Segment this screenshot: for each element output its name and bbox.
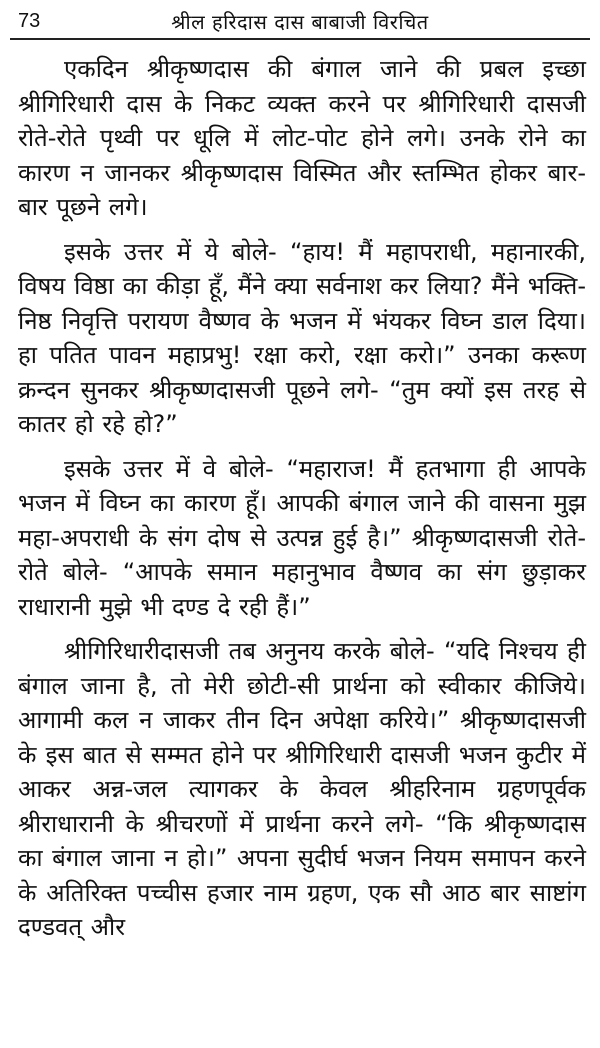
body-text xyxy=(18,52,586,955)
paragraph-2: इसके उत्तर में ये बोले- “हाय! मैं महापराधी, महानारकी, विषय विष्ठा का कीड़ा हूँ, मैंने क्या सर्वनाश कर लिया? मैंने भक्ति-निष्ठ निवृत्ति परायण वैष्णव के भजन में भंयकर विघ्न डाल दिया। हा पतित पावन महाप्रभु! रक्षा करो, रक्षा करो।” उनका करूण क्रन्दन सुनकर श्रीकृष्णदासजी पूछने लगे- “तुम क्यों इस तरह से कातर हो रहे हो?” xyxy=(18,237,586,438)
page-header xyxy=(10,4,590,40)
running-title: श्रील हरिदास दास बाबाजी विरचित xyxy=(171,10,429,34)
paragraph-1: एकदिन श्रीकृष्णदास की बंगाल जाने की प्रबल इच्छा श्रीगिरिधारी दास के निकट व्यक्त करने पर श्रीगिरिधारी दासजी रोते-रोते पृथ्वी पर धूलि में लोट-पोट होने लगे। उनके रोने का कारण न जानकर श्रीकृष्णदास विस्मित और स्तम्भित होकर बार-बार पूछने लगे। xyxy=(18,55,586,221)
paragraph-4: श्रीगिरिधारीदासजी तब अनुनय करके बोले- “यदि निश्चय ही बंगाल जाना है, तो मेरी छोटी-सी प्रार्थना को स्वीकार कीजिये। आगामी कल न जाकर तीन दिन अपेक्षा करिये।” श्रीकृष्णदासजी के इस बात से सम्मत होने पर श्रीगिरिधारी दासजी भजन कुटीर में आकर अन्न-जल त्यागकर के केवल श्रीहरिनाम ग्रहणपूर्वक श्रीराधारानी के श्रीचरणों में प्रार्थना करने लगे- “कि श्रीकृष्णदास का बंगाल जाना न हो।” अपना सुदीर्घ भजन नियम समापन करने के अतिरिक्त पच्चीस हजार नाम ग्रहण, एक सौ आठ बार साष्टांग दण्डवत् और xyxy=(18,637,586,941)
paragraph-3: इसके उत्तर में वे बोले- “महाराज! मैं हतभागा ही आपके भजन में विघ्न का कारण हूँ। आपकी बंगाल जाने की वासना मुझ महा-अपराधी के संग दोष से उत्पन्न हुई है।” श्रीकृष्णदासजी रोते-रोते बोले- “आपके समान महानुभाव वैष्णव का संग छुड़ाकर राधारानी मुझे भी दण्ड दे रही हैं।” xyxy=(18,454,586,621)
page-number: 73 xyxy=(18,10,41,32)
